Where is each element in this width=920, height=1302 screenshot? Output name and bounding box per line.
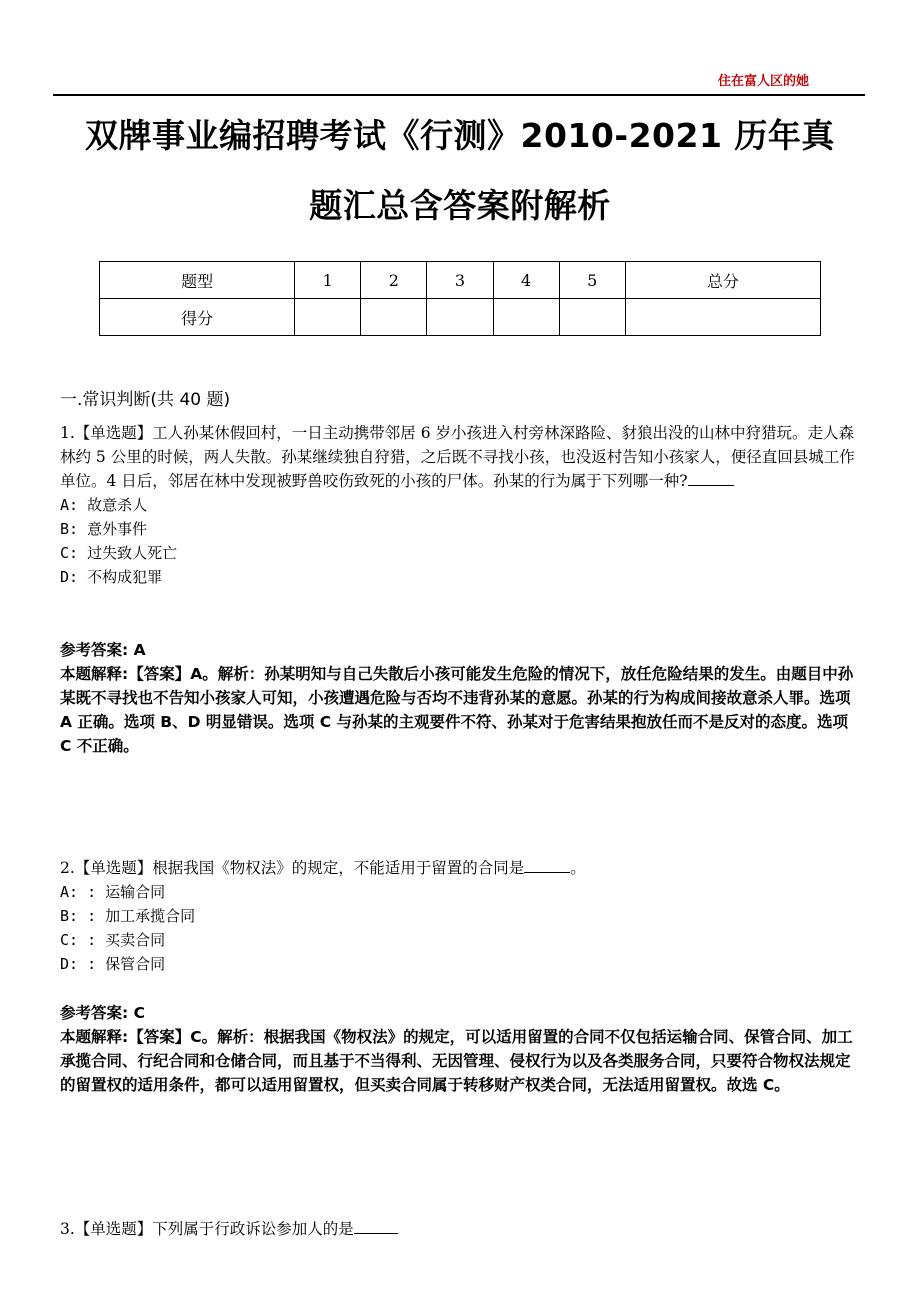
score-header-cell: 2 bbox=[361, 262, 427, 299]
score-header-cell: 题型 bbox=[100, 262, 295, 299]
score-cell bbox=[625, 299, 820, 336]
score-table bbox=[99, 261, 821, 336]
score-table-score-row bbox=[100, 299, 821, 336]
option-c: C: 过失致人死亡 bbox=[60, 544, 178, 562]
question-3 bbox=[60, 1217, 860, 1241]
reference-answer: 参考答案: A bbox=[60, 641, 146, 659]
header-tag: 住在富人区的她 bbox=[717, 74, 809, 89]
score-cell bbox=[295, 299, 361, 336]
option-d: D: : 保管合同 bbox=[60, 955, 166, 973]
answer-blank bbox=[354, 1219, 398, 1234]
option-a: A: 故意杀人 bbox=[60, 496, 148, 514]
option-b: B: : 加工承揽合同 bbox=[60, 907, 196, 925]
question-stem: 2.【单选题】根据我国《物权法》的规定，不能适用于留置的合同是 。 bbox=[60, 859, 586, 877]
score-cell bbox=[493, 299, 559, 336]
answer-block-1 bbox=[60, 638, 860, 758]
score-header-cell: 3 bbox=[427, 262, 493, 299]
score-table-header-row bbox=[100, 262, 821, 299]
question-1 bbox=[60, 421, 860, 589]
question-2 bbox=[60, 856, 860, 976]
section-title: 一.常识判断(共 40 题) bbox=[60, 390, 231, 410]
option-a: A: : 运输合同 bbox=[60, 883, 166, 901]
score-cell bbox=[427, 299, 493, 336]
question-stem: 1.【单选题】工人孙某休假回村，一日主动携带邻居 6 岁小孩进入村旁林深路险、豺狼出没的山林中狩猎玩。走人森林约 5 公里的时候，两人失散。孙某继续独自狩猎，之后既不寻找小孩，也没返村告知小孩家人，便径直回县城工作单位。4 日后，邻居在林中发现被野兽咬伤致死的小孩的尸体。孙某的行为属于下列哪一种? bbox=[60, 424, 855, 490]
score-header-cell: 总分 bbox=[625, 262, 820, 299]
score-cell bbox=[559, 299, 625, 336]
question-stem: 3.【单选题】下列属于行政诉讼参加人的是 bbox=[60, 1217, 860, 1241]
option-d: D: 不构成犯罪 bbox=[60, 568, 163, 586]
document-title-line-2: 题汇总含答案附解析 bbox=[309, 186, 611, 225]
option-b: B: 意外事件 bbox=[60, 520, 148, 538]
document-title-line-1: 双牌事业编招聘考试《行测》2010-2021 历年真 bbox=[85, 116, 835, 155]
reference-answer: 参考答案: C bbox=[60, 1004, 145, 1022]
score-header-cell: 4 bbox=[493, 262, 559, 299]
header-divider bbox=[53, 94, 865, 96]
score-row-label: 得分 bbox=[100, 299, 295, 336]
answer-blank bbox=[524, 858, 570, 873]
score-cell bbox=[361, 299, 427, 336]
answer-explanation: 本题解释:【答案】A。解析：孙某明知与自己失散后小孩可能发生危险的情况下，放任危险结果的发生。由题目中孙某既不寻找也不告知小孩家人可知，小孩遭遇危险与否均不违背孙某的意愿。孙某的行为构成间接故意杀人罪。选项 A 正确。选项 B、D 明显错误。选项 C 与孙某的主观要件不符、孙某对于危害结果抱放任而不是反对的态度。选项 C 不正确。 bbox=[60, 665, 854, 755]
score-header-cell: 1 bbox=[295, 262, 361, 299]
answer-explanation: 本题解释:【答案】C。解析：根据我国《物权法》的规定，可以适用留置的合同不仅包括运输合同、保管合同、加工承揽合同、行纪合同和仓储合同，而且基于不当得利、无因管理、侵权行为以及各类服务合同，只要符合物权法规定的留置权的适用条件，都可以适用留置权，但买卖合同属于转移财产权类合同，无法适用留置权。故选 C。 bbox=[60, 1028, 853, 1094]
option-c: C: : 买卖合同 bbox=[60, 931, 166, 949]
answer-blank bbox=[688, 471, 734, 486]
answer-block-2 bbox=[60, 1001, 860, 1097]
score-header-cell: 5 bbox=[559, 262, 625, 299]
